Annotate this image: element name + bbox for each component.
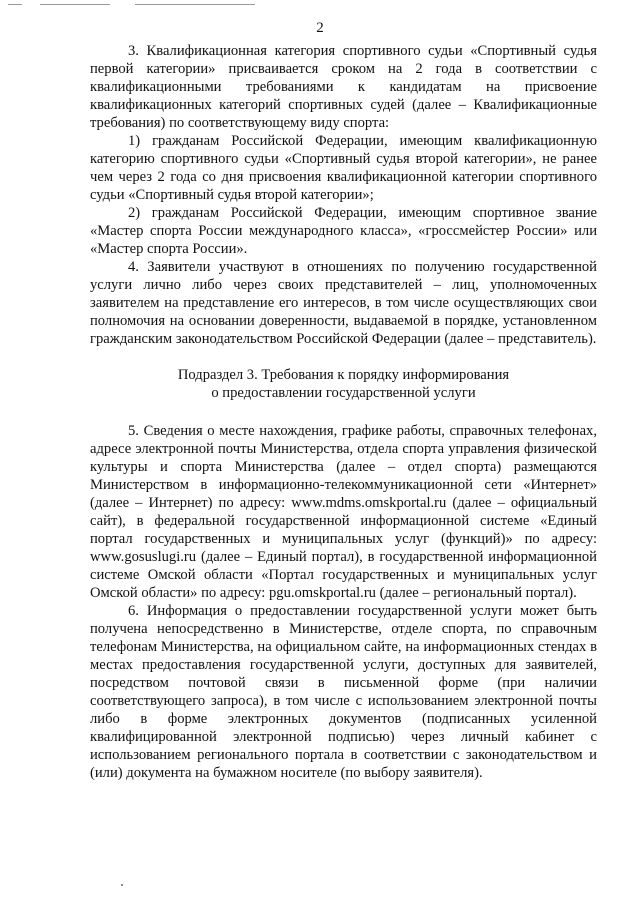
- page-number: 2: [316, 20, 324, 36]
- paragraph-3-item-2: 2) гражданам Российской Федерации, имеющим спортивное звание «Мастер спорта России международного класса», «гроссмейстер России» или «Мастер спорта России».: [90, 205, 597, 257]
- document-body: [90, 42, 597, 782]
- scan-artifact-marks: [0, 2, 300, 8]
- paragraph-3-item-1: 1) гражданам Российской Федерации, имеющим квалификационную категорию спортивного судьи «Спортивный судья второй категории», не ранее чем через 2 года со дня присвоения квалификационной категории спортивного судьи «Спортивный судья второй категории»;: [90, 133, 597, 203]
- paragraph-4: 4. Заявители участвуют в отношениях по получению государственной услуги лично либо через своих представителей – лиц, уполномоченных заявителем на представление его интересов, в том числе осуществляющих свои полномочия на основании доверенности, выдаваемой в порядке, установленном гражданским законодательством Российской Федерации (далее – представитель).: [90, 259, 597, 347]
- paragraph-3: 3. Квалификационная категория спортивного судьи «Спортивный судья первой категории» присваивается сроком на 2 года в соответствии с квалификационными требованиями к кандидатам на присвоение квалификационных категорий спортивных судей (далее – Квалификационные требования) по соответствующему виду спорта:: [90, 43, 597, 131]
- subsection-heading-line-2: о предоставлении государственной услуги: [211, 385, 476, 401]
- subsection-heading-line-1: Подраздел 3. Требования к порядку информирования: [177, 367, 510, 383]
- scan-speck: [121, 884, 123, 886]
- subsection-heading: [90, 366, 597, 402]
- paragraph-6: 6. Информация о предоставлении государственной услуги может быть получена непосредственно в Министерстве, отделе спорта, по справочным телефонам Министерства, на официальном сайте, на информационных стендах в местах предоставления государственной услуги, доступных для заявителей, посредством почтовой связи в письменной форме (при наличии соответствующего запроса), в том числе с использованием электронной почты либо в форме электронных документов (подписанных усиленной квалифицированной электронной подписью) через личный кабинет с использованием регионального портала в соответствии с законодательством и (или) документа на бумажном носителе (по выбору заявителя).: [90, 603, 597, 781]
- paragraph-5: 5. Сведения о месте нахождения, графике работы, справочных телефонах, адресе электронной почты Министерства, отдела спорта управления физической культуры и спорта Министерства (далее – отдел спорта) размещаются Министерством в информационно-телекоммуникационной сети «Интернет» (далее – Интернет) по адресу: www.mdms.omskportal.ru (далее – официальный сайт), в федеральной государственной информационной системе «Единый портал государственных и муниципальных услуг (функций)» по адресу: www.gosuslugi.ru (далее – Единый портал), в государственной информационной системе Омской области «Портал государственных и муниципальных услуг Омской области» по адресу: pgu.omskportal.ru (далее – региональный портал).: [90, 423, 597, 601]
